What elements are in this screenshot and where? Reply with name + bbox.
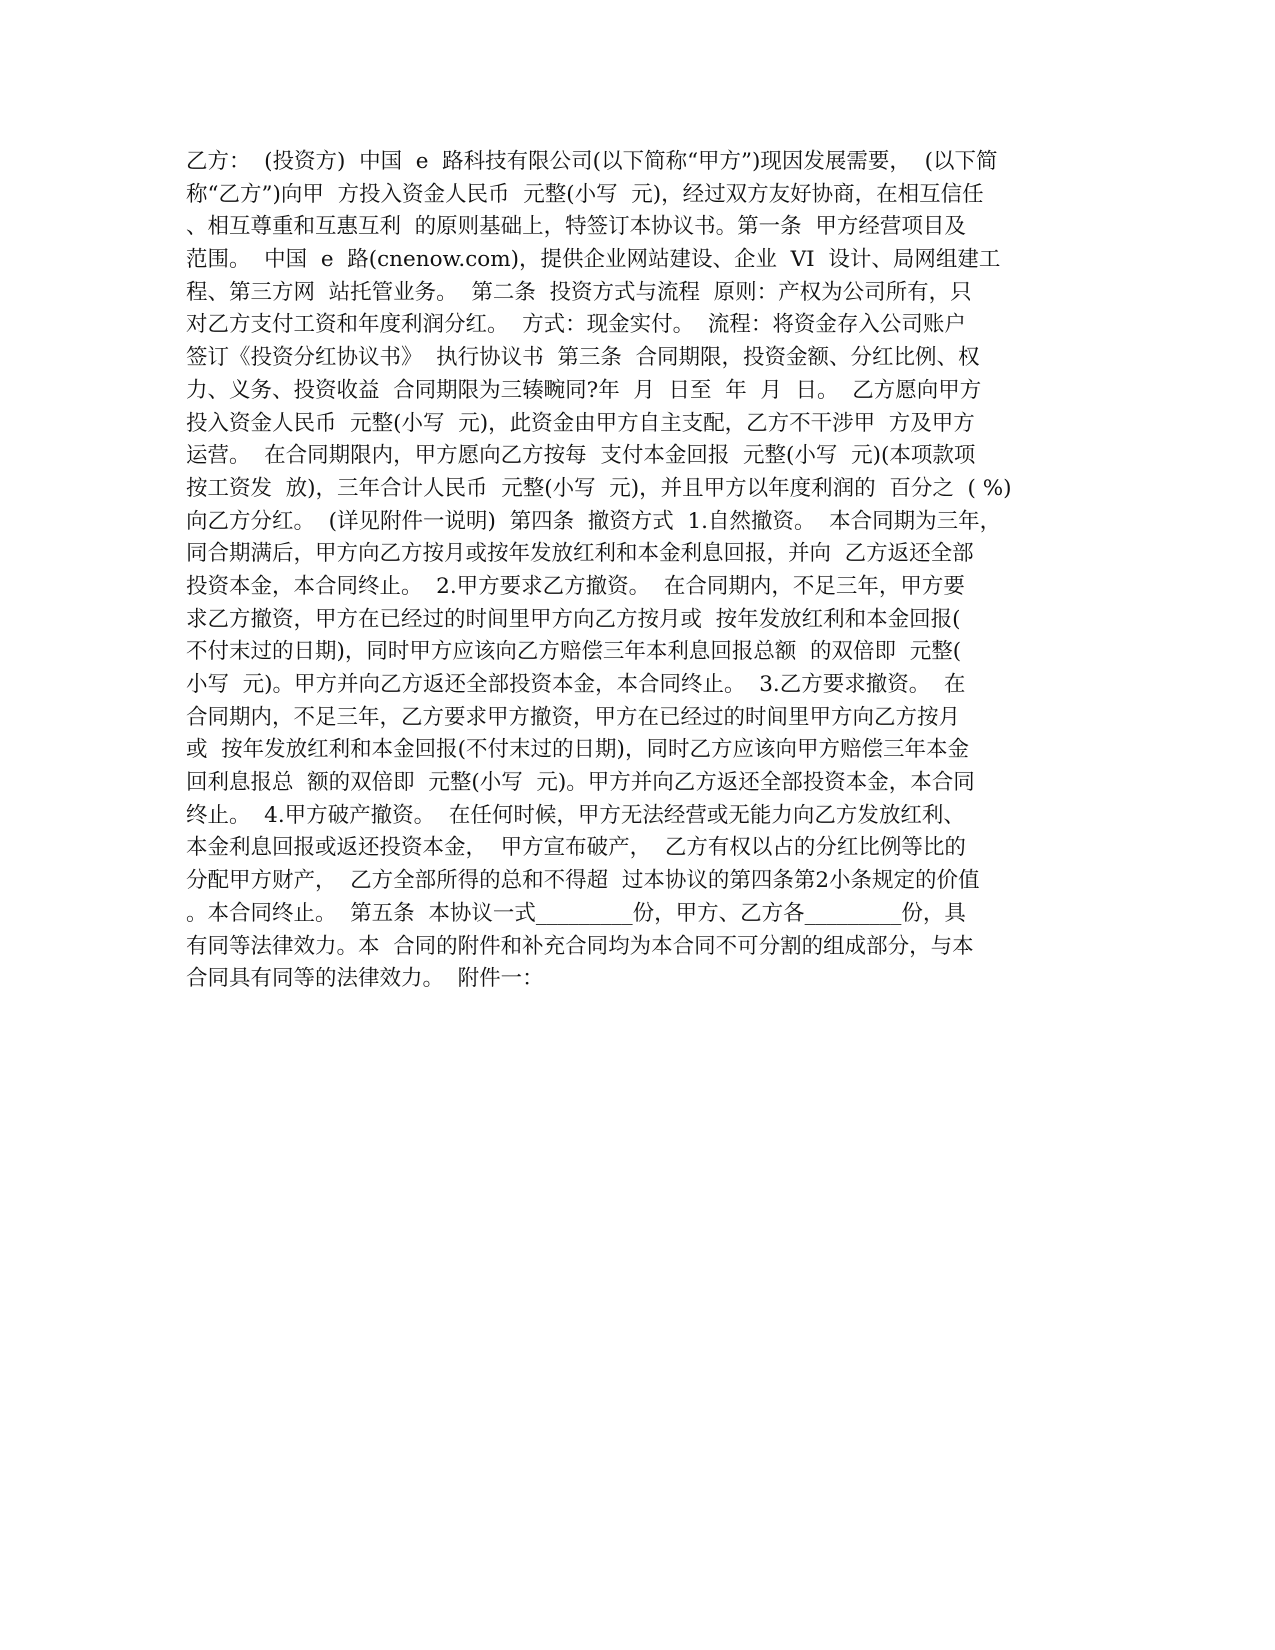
text-line: 合同期内，不足三年，乙方要求甲方撤资，甲方在已经过的时间里甲方向乙方按月 [186, 704, 961, 730]
text-line: 或 按年发放红利和本金回报(不付末过的日期)，同时乙方应该向甲方赔偿三年本金 [186, 737, 969, 763]
text-line: 向乙方分红。 (详见附件一说明) 第四条 撤资方式 1.自然撤资。 本合同期为三年， [186, 508, 1002, 534]
text-line: 范围。 中国 e 路(cnenow.com)，提供企业网站建设、企业 VI 设计、局网组建工 [186, 247, 1001, 273]
text-line: 乙方： (投资方) 中国 e 路科技有限公司(以下简称“甲方”)现因发展需要， (以下简 [186, 149, 998, 174]
text-line: 回利息报总 额的双倍即 元整(小写 元)。甲方并向乙方返还全部投资本金，本合同 [186, 770, 975, 796]
contract-body-text [186, 146, 1086, 996]
text-line: 对乙方支付工资和年度利润分红。 方式：现金实付。 流程：将资金存入公司账户 [186, 312, 966, 338]
text-line: 求乙方撤资，甲方在已经过的时间里甲方向乙方按月或 按年发放红利和本金回报( [186, 606, 961, 632]
text-line: 力、义务、投资收益 合同期限为三辏畹同?年 月 日至 年 月 日。 乙方愿向甲方 [186, 377, 982, 403]
text-line: 小写 元)。甲方并向乙方返还全部投资本金，本合同终止。 3.乙方要求撤资。 在 [186, 672, 966, 697]
text-line: 签订《投资分红协议书》 执行协议书 第三条 合同期限，投资金额、分红比例、权 [186, 345, 980, 371]
text-line: 有同等法律效力。本 合同的附件和补充合同均为本合同不可分割的组成部分，与本 [186, 933, 974, 959]
text-line: 称“乙方”)向甲 方投入资金人民币 元整(小写 元)，经过双方友好协商，在相互信任 [186, 181, 984, 207]
text-line: 程、第三方网 站托管业务。 第二条 投资方式与流程 原则：产权为公司所有，只 [186, 279, 972, 305]
text-line: 。本合同终止。 第五条 本协议一式_________份，甲方、乙方各_________份，具 [186, 900, 966, 926]
text-line: 按工资发 放)，三年合计人民币 元整(小写 元)，并且甲方以年度利润的 百分之 ( %) [186, 475, 1012, 501]
text-line: 投资本金，本合同终止。 2.甲方要求乙方撤资。 在合同期内，不足三年，甲方要 [186, 573, 965, 599]
text-line: 终止。 4.甲方破产撤资。 在任何时候，甲方无法经营或无能力向乙方发放红利、 [186, 802, 965, 828]
text-line: 本金利息回报或返还投资本金， 甲方宣布破产， 乙方有权以占的分红比例等比的 [186, 835, 966, 861]
text-line: 运营。 在合同期限内，甲方愿向乙方按每 支付本金回报 元整(小写 元)(本项款项 [186, 443, 976, 469]
text-line: 合同具有同等的法律效力。 附件一： [186, 966, 544, 992]
text-line: 投入资金人民币 元整(小写 元)，此资金由甲方自主支配，乙方不干涉甲 方及甲方 [186, 410, 975, 436]
text-line: 不付末过的日期)，同时甲方应该向乙方赔偿三年本利息回报总额 的双倍即 元整( [186, 639, 962, 665]
text-line: 、相互尊重和互惠互利 的原则基础上，特签订本协议书。第一条 甲方经营项目及 [186, 214, 966, 240]
text-line: 分配甲方财产， 乙方全部所得的总和不得超 过本协议的第四条第2小条规定的价值 [186, 868, 980, 894]
text-line: 同合期满后，甲方向乙方按月或按年发放红利和本金利息回报，并向 乙方返还全部 [186, 541, 974, 567]
